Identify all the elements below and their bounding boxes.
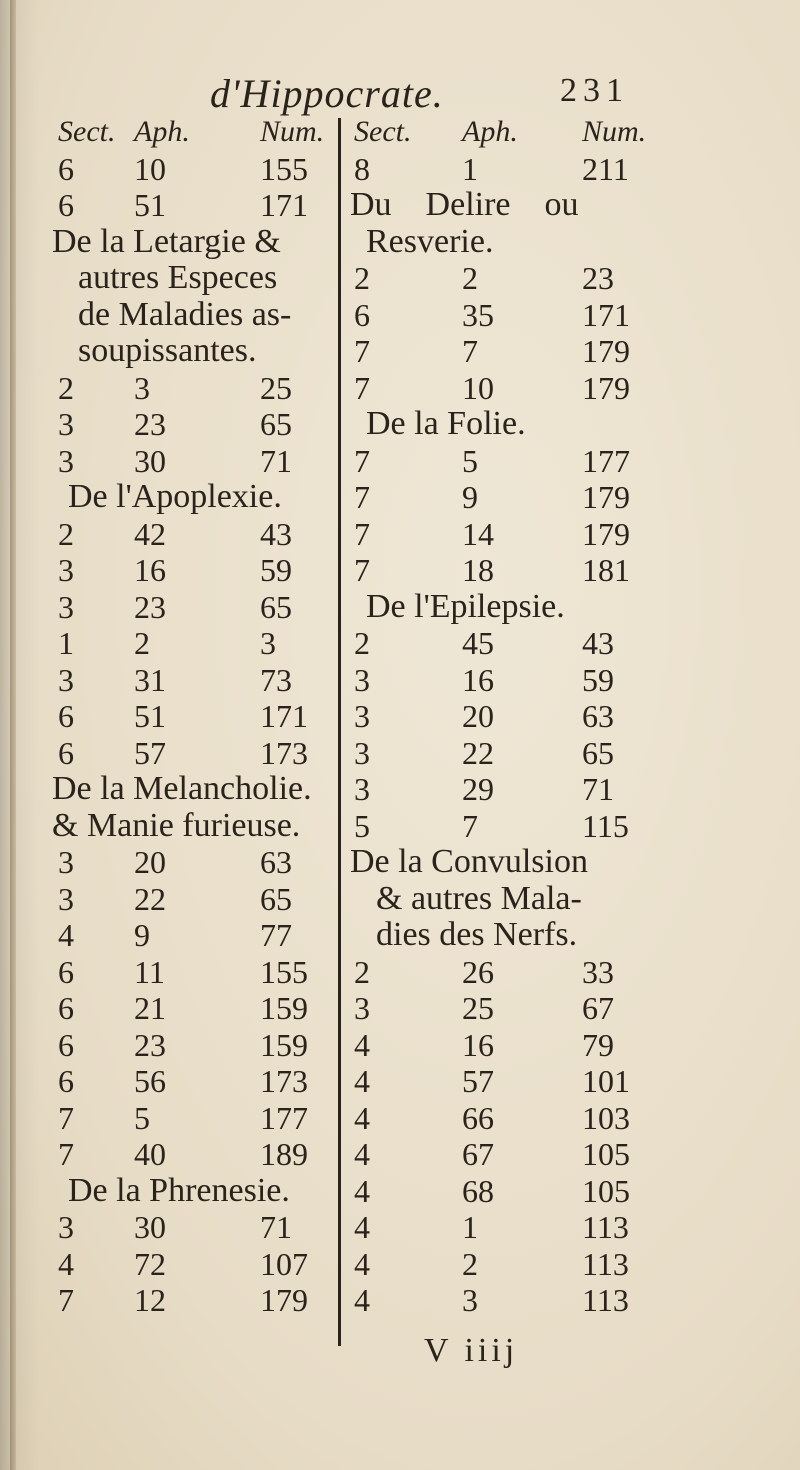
section-number: 6 <box>58 1026 74 1063</box>
page-ref-number: 103 <box>582 1099 630 1136</box>
header-num: Num. <box>260 115 325 148</box>
section-number: 6 <box>354 296 370 333</box>
index-row <box>350 151 630 188</box>
page-ref-number: 43 <box>582 625 614 661</box>
page-ref-number: 113 <box>582 1282 629 1318</box>
aphorism-number: 20 <box>134 844 166 880</box>
aphorism-number: 30 <box>134 442 166 479</box>
index-row <box>52 662 330 699</box>
aphorism-number: 22 <box>134 880 166 917</box>
aphorism-number: 51 <box>134 698 166 734</box>
section-number: 7 <box>58 1282 74 1318</box>
aphorism-number: 9 <box>134 917 150 953</box>
section-number: 6 <box>58 1063 74 1099</box>
index-row <box>52 1063 330 1100</box>
section-number: 3 <box>58 406 74 442</box>
index-row <box>52 589 330 626</box>
aphorism-number: 1 <box>462 1209 478 1245</box>
index-row <box>52 735 330 772</box>
header-aph: Aph. <box>134 115 190 148</box>
index-row <box>350 1209 630 1246</box>
section-number: 3 <box>354 771 370 807</box>
page-ref-number: 113 <box>582 1245 629 1282</box>
section-heading: De l'Apoplexie. <box>68 478 282 515</box>
header-aph: Aph. <box>462 115 518 148</box>
section-number: 5 <box>354 807 370 844</box>
page-ref-number: 59 <box>582 661 614 698</box>
index-row <box>52 1100 330 1137</box>
section-number: 8 <box>354 150 370 187</box>
page-header <box>0 70 800 120</box>
page-ref-number: 43 <box>260 515 292 552</box>
header-num: Num. <box>582 115 647 148</box>
index-row <box>350 1282 630 1319</box>
section-number: 3 <box>58 442 74 479</box>
index-row <box>52 443 330 480</box>
index-row <box>52 881 330 918</box>
aphorism-number: 2 <box>462 1245 478 1282</box>
page-ref-number: 179 <box>582 479 630 515</box>
index-row <box>350 552 630 589</box>
aphorism-number: 5 <box>134 1099 150 1136</box>
aphorism-number: 5 <box>462 442 478 479</box>
index-row <box>52 954 330 991</box>
aphorism-number: 18 <box>462 552 494 588</box>
header-sect: Sect. <box>354 115 412 148</box>
index-row <box>350 954 630 991</box>
page-ref-number: 33 <box>582 953 614 990</box>
section-number: 3 <box>354 990 370 1026</box>
section-number: 7 <box>354 369 370 406</box>
section-number: 4 <box>354 1209 370 1245</box>
index-row <box>350 333 630 370</box>
section-number: 7 <box>354 442 370 479</box>
section-number: 4 <box>354 1063 370 1099</box>
section-number: 4 <box>354 1282 370 1318</box>
index-row <box>52 1027 330 1064</box>
aphorism-number: 10 <box>134 150 166 187</box>
section-number: 7 <box>354 515 370 552</box>
aphorism-number: 16 <box>134 552 166 588</box>
section-heading: soupissantes. <box>78 332 257 369</box>
section-heading: De la Folie. <box>366 405 526 442</box>
page-ref-number: 179 <box>582 333 630 369</box>
index-row <box>350 698 630 735</box>
aphorism-number: 68 <box>462 1172 494 1209</box>
page-ref-number: 211 <box>582 150 629 187</box>
index-row <box>350 260 630 297</box>
aphorism-number: 66 <box>462 1099 494 1136</box>
section-heading: dies des Nerfs. <box>376 916 578 953</box>
aphorism-number: 31 <box>134 661 166 698</box>
page-ref-number: 173 <box>260 1063 308 1099</box>
index-row <box>350 516 630 553</box>
right-index-column <box>350 114 647 1319</box>
section-heading: De la Phrenesie. <box>68 1171 290 1209</box>
aphorism-number: 10 <box>462 369 494 406</box>
section-number: 2 <box>354 953 370 990</box>
index-row <box>52 516 330 553</box>
page-ref-number: 171 <box>260 698 308 734</box>
section-number: 4 <box>354 1172 370 1209</box>
section-heading: De l'Epilepsie. <box>366 587 565 625</box>
index-row <box>350 625 630 662</box>
page-ref-number: 65 <box>260 588 292 625</box>
aphorism-number: 35 <box>462 296 494 333</box>
page-ref-number: 179 <box>582 369 630 406</box>
section-heading: & Manie furieuse. <box>52 806 301 844</box>
section-number: 2 <box>58 369 74 406</box>
index-row <box>350 1173 630 1210</box>
index-row <box>350 1136 630 1173</box>
index-row <box>52 151 330 188</box>
section-number: 4 <box>58 917 74 953</box>
page-ref-number: 65 <box>582 734 614 771</box>
index-row <box>52 406 330 443</box>
page-ref-number: 101 <box>582 1063 630 1099</box>
page-ref-number: 59 <box>260 552 292 588</box>
aphorism-number: 2 <box>462 260 478 296</box>
section-number: 7 <box>354 479 370 515</box>
aphorism-number: 16 <box>462 1026 494 1063</box>
section-heading: Du Delire ou <box>350 186 579 223</box>
section-number: 3 <box>58 552 74 588</box>
section-number: 2 <box>58 515 74 552</box>
page-ref-number: 65 <box>260 880 292 917</box>
page-ref-number: 105 <box>582 1136 630 1172</box>
page-ref-number: 79 <box>582 1026 614 1063</box>
aphorism-number: 42 <box>134 515 166 552</box>
page-ref-number: 71 <box>582 771 614 807</box>
aphorism-number: 57 <box>462 1063 494 1099</box>
index-row <box>350 771 630 808</box>
page-ref-number: 107 <box>260 1245 308 1282</box>
running-title: d'Hippocrate. <box>210 71 444 116</box>
section-number: 6 <box>58 698 74 734</box>
page-ref-number: 113 <box>582 1209 629 1245</box>
aphorism-number: 29 <box>462 771 494 807</box>
page-ref-number: 3 <box>260 625 276 661</box>
page-number: 231 <box>560 72 629 109</box>
index-row <box>350 1100 630 1137</box>
section-number: 2 <box>354 260 370 296</box>
page-ref-number: 155 <box>260 953 308 990</box>
section-number: 3 <box>354 698 370 734</box>
section-heading: De la Convulsion <box>350 843 588 880</box>
page-ref-number: 181 <box>582 552 630 588</box>
aphorism-number: 40 <box>134 1136 166 1172</box>
index-row <box>350 479 630 516</box>
section-number: 6 <box>58 953 74 990</box>
index-row <box>350 1246 630 1283</box>
aphorism-number: 51 <box>134 187 166 223</box>
section-number: 3 <box>354 661 370 698</box>
index-row <box>52 698 330 735</box>
section-number: 3 <box>58 880 74 917</box>
aphorism-number: 21 <box>134 990 166 1026</box>
section-number: 4 <box>58 1245 74 1282</box>
left-index-column <box>52 114 330 1319</box>
index-row <box>350 735 630 772</box>
aphorism-number: 23 <box>134 588 166 625</box>
aphorism-number: 12 <box>134 1282 166 1318</box>
section-heading: Resverie. <box>366 222 494 260</box>
aphorism-number: 7 <box>462 807 478 844</box>
section-number: 2 <box>354 625 370 661</box>
section-number: 4 <box>354 1026 370 1063</box>
section-number: 4 <box>354 1245 370 1282</box>
aphorism-number: 22 <box>462 734 494 771</box>
page-ref-number: 65 <box>260 406 292 442</box>
section-number: 7 <box>354 333 370 369</box>
aphorism-number: 23 <box>134 406 166 442</box>
page-ref-number: 105 <box>582 1172 630 1209</box>
page-ref-number: 179 <box>582 515 630 552</box>
page-ref-number: 189 <box>260 1136 308 1172</box>
page-ref-number: 73 <box>260 661 292 698</box>
section-heading: De la Letargie & <box>52 222 281 260</box>
aphorism-number: 20 <box>462 698 494 734</box>
aphorism-number: 30 <box>134 1209 166 1245</box>
page-ref-number: 159 <box>260 990 308 1026</box>
index-row <box>350 443 630 480</box>
page-ref-number: 171 <box>582 296 630 333</box>
page-ref-number: 159 <box>260 1026 308 1063</box>
section-number: 4 <box>354 1136 370 1172</box>
section-number: 7 <box>58 1136 74 1172</box>
index-row <box>52 187 330 224</box>
column-header-row <box>52 114 330 151</box>
section-number: 6 <box>58 990 74 1026</box>
aphorism-number: 45 <box>462 625 494 661</box>
index-row <box>350 662 630 699</box>
section-heading: De la Melancholie. <box>52 770 312 807</box>
index-row <box>52 625 330 662</box>
index-row <box>52 1246 330 1283</box>
signature-mark: V iiij <box>424 1332 519 1369</box>
index-row <box>350 370 630 407</box>
aphorism-number: 56 <box>134 1063 166 1099</box>
aphorism-number: 57 <box>134 734 166 771</box>
section-number: 3 <box>58 844 74 880</box>
header-sect: Sect. <box>58 115 116 148</box>
column-header-row <box>350 114 647 151</box>
aphorism-number: 9 <box>462 479 478 515</box>
aphorism-number: 25 <box>462 990 494 1026</box>
page-ref-number: 177 <box>582 442 630 479</box>
section-heading: & autres Mala- <box>376 879 582 917</box>
aphorism-number: 1 <box>462 150 478 187</box>
aphorism-number: 2 <box>134 625 150 661</box>
section-number: 7 <box>354 552 370 588</box>
page-ref-number: 67 <box>582 990 614 1026</box>
binding-gutter <box>10 0 16 1470</box>
page-ref-number: 71 <box>260 1209 292 1245</box>
page-ref-number: 63 <box>582 698 614 734</box>
aphorism-number: 26 <box>462 953 494 990</box>
section-number: 1 <box>58 625 74 661</box>
page-ref-number: 25 <box>260 369 292 406</box>
aphorism-number: 11 <box>134 953 165 990</box>
page-ref-number: 171 <box>260 187 308 223</box>
section-number: 6 <box>58 734 74 771</box>
index-row <box>52 990 330 1027</box>
index-row <box>350 808 630 845</box>
section-number: 7 <box>58 1099 74 1136</box>
page-ref-number: 179 <box>260 1282 308 1318</box>
index-row <box>350 1063 630 1100</box>
page-ref-number: 173 <box>260 734 308 771</box>
index-row <box>52 1282 330 1319</box>
page-ref-number: 115 <box>582 807 629 844</box>
aphorism-number: 7 <box>462 333 478 369</box>
section-number: 3 <box>354 734 370 771</box>
section-number: 3 <box>58 588 74 625</box>
index-row <box>350 297 630 334</box>
section-number: 4 <box>354 1099 370 1136</box>
aphorism-number: 67 <box>462 1136 494 1172</box>
aphorism-number: 16 <box>462 661 494 698</box>
section-number: 6 <box>58 187 74 223</box>
section-number: 6 <box>58 150 74 187</box>
page-ref-number: 63 <box>260 844 292 880</box>
page-ref-number: 23 <box>582 260 614 296</box>
page-ref-number: 71 <box>260 442 292 479</box>
index-row <box>350 1027 630 1064</box>
page-ref-number: 155 <box>260 150 308 187</box>
section-heading: autres Especes <box>78 259 278 296</box>
index-row <box>52 1209 330 1246</box>
page-ref-number: 77 <box>260 917 292 953</box>
index-row <box>52 1136 330 1173</box>
section-number: 3 <box>58 1209 74 1245</box>
section-heading: de Maladies as- <box>78 295 292 333</box>
column-divider <box>338 118 341 1346</box>
aphorism-number: 3 <box>462 1282 478 1318</box>
index-row <box>52 917 330 954</box>
aphorism-number: 3 <box>134 369 150 406</box>
section-number: 3 <box>58 661 74 698</box>
aphorism-number: 23 <box>134 1026 166 1063</box>
index-row <box>52 552 330 589</box>
index-row <box>52 370 330 407</box>
index-row <box>350 990 630 1027</box>
index-row <box>52 844 330 881</box>
page-ref-number: 177 <box>260 1099 308 1136</box>
aphorism-number: 14 <box>462 515 494 552</box>
aphorism-number: 72 <box>134 1245 166 1282</box>
